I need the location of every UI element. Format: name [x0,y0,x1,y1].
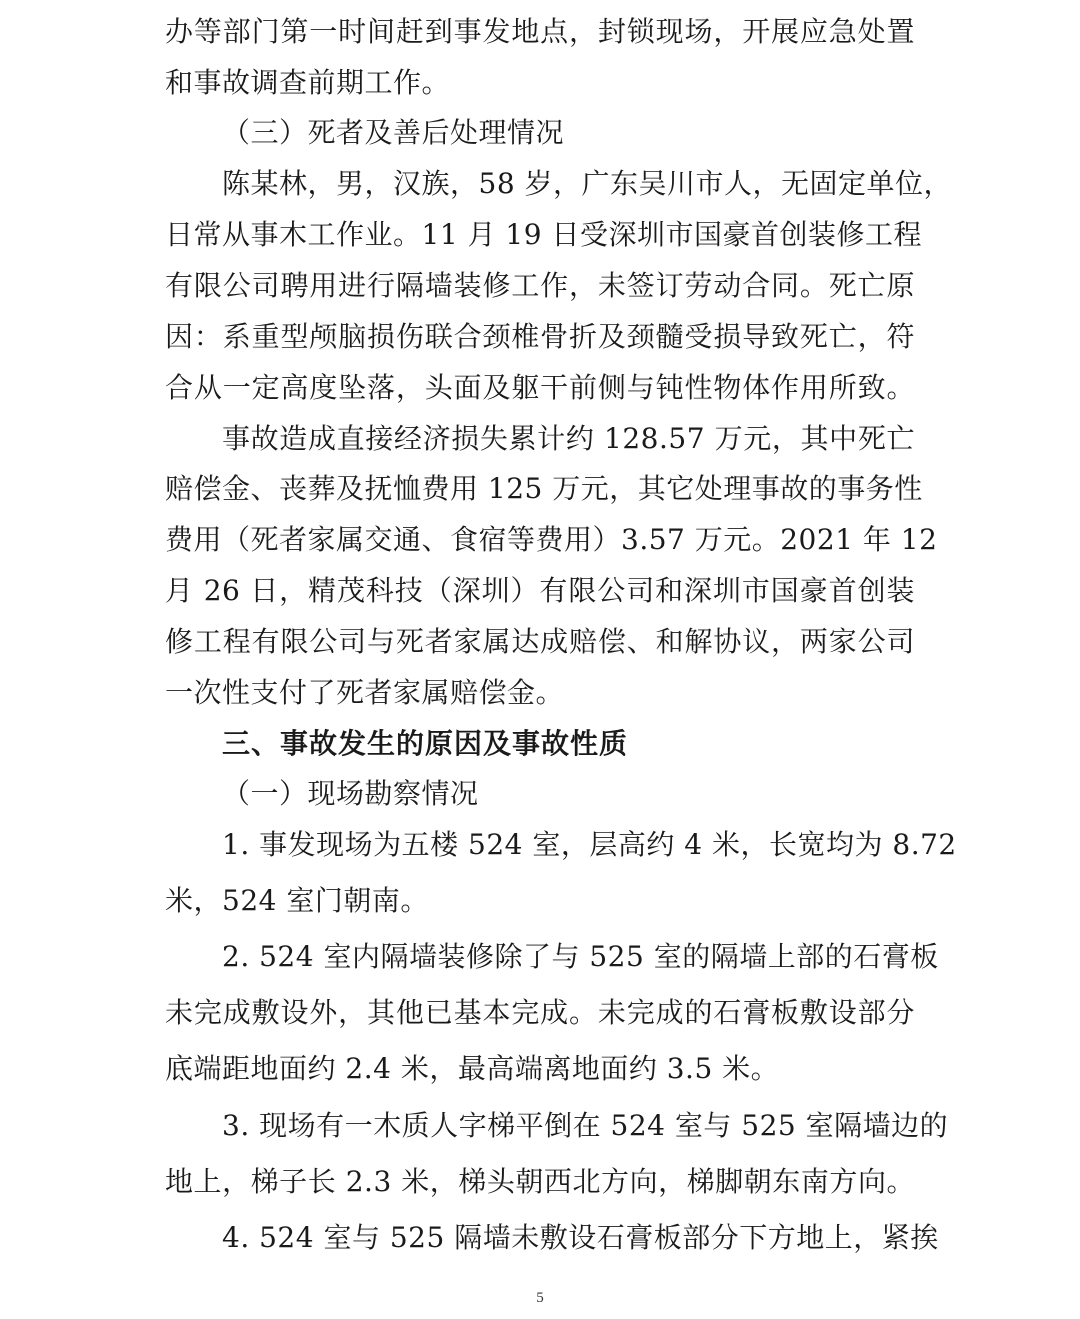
body-text-line: 办等部门第一时间赶到事发地点，封锁现场，开展应急处置 [165,15,915,48]
body-text-line: 日常从事木工作业。11 月 19 日受深圳市国豪首创装修工程 [165,218,922,251]
body-text-line: 月 26 日，精茂科技（深圳）有限公司和深圳市国豪首创装 [165,574,915,607]
body-text-line: 和事故调查前期工作。 [165,66,451,99]
body-text-line: 事故造成直接经济损失累计约 128.57 万元，其中死亡 [222,422,915,455]
body-text-line: 地上，梯子长 2.3 米，梯头朝西北方向，梯脚朝东南方向。 [165,1165,915,1198]
body-text-line: 合从一定高度坠落，头面及躯干前侧与钝性物体作用所致。 [165,371,915,404]
body-text-line: 修工程有限公司与死者家属达成赔偿、和解协议，两家公司 [165,625,915,658]
page-number: 5 [536,1290,544,1306]
body-text-line: 未完成敷设外，其他已基本完成。未完成的石膏板敷设部分 [165,996,915,1029]
body-text-line: 有限公司聘用进行隔墙装修工作，未签订劳动合同。死亡原 [165,269,915,302]
body-text-line: 3. 现场有一木质人字梯平倒在 524 室与 525 室隔墙边的 [222,1109,949,1142]
body-text-line: 赔偿金、丧葬及抚恤费用 125 万元，其它处理事故的事务性 [165,472,923,505]
body-text-line: 2. 524 室内隔墙装修除了与 525 室的隔墙上部的石膏板 [222,940,939,973]
body-text-line: 陈某林，男，汉族，58 岁，广东吴川市人，无固定单位， [222,167,953,200]
body-text-line: 底端距地面约 2.4 米，最高端离地面约 3.5 米。 [165,1052,780,1085]
body-text-line: 1. 事发现场为五楼 524 室，层高约 4 米，长宽均为 8.72 [222,828,957,861]
body-text-line: 米，524 室门朝南。 [165,884,429,917]
body-text-line: 费用（死者家属交通、食宿等费用）3.57 万元。2021 年 12 [165,523,938,556]
body-text-line: 4. 524 室与 525 隔墙未敷设石膏板部分下方地上，紧挨 [222,1221,939,1254]
section-subheading: （三）死者及善后处理情况 [222,116,565,149]
body-text-line: 因：系重型颅脑损伤联合颈椎骨折及颈髓受损导致死亡，符 [165,320,915,353]
section-heading: 三、事故发生的原因及事故性质 [222,727,629,760]
section-subheading: （一）现场勘察情况 [222,777,479,810]
body-text-line: 一次性支付了死者家属赔偿金。 [165,676,565,709]
